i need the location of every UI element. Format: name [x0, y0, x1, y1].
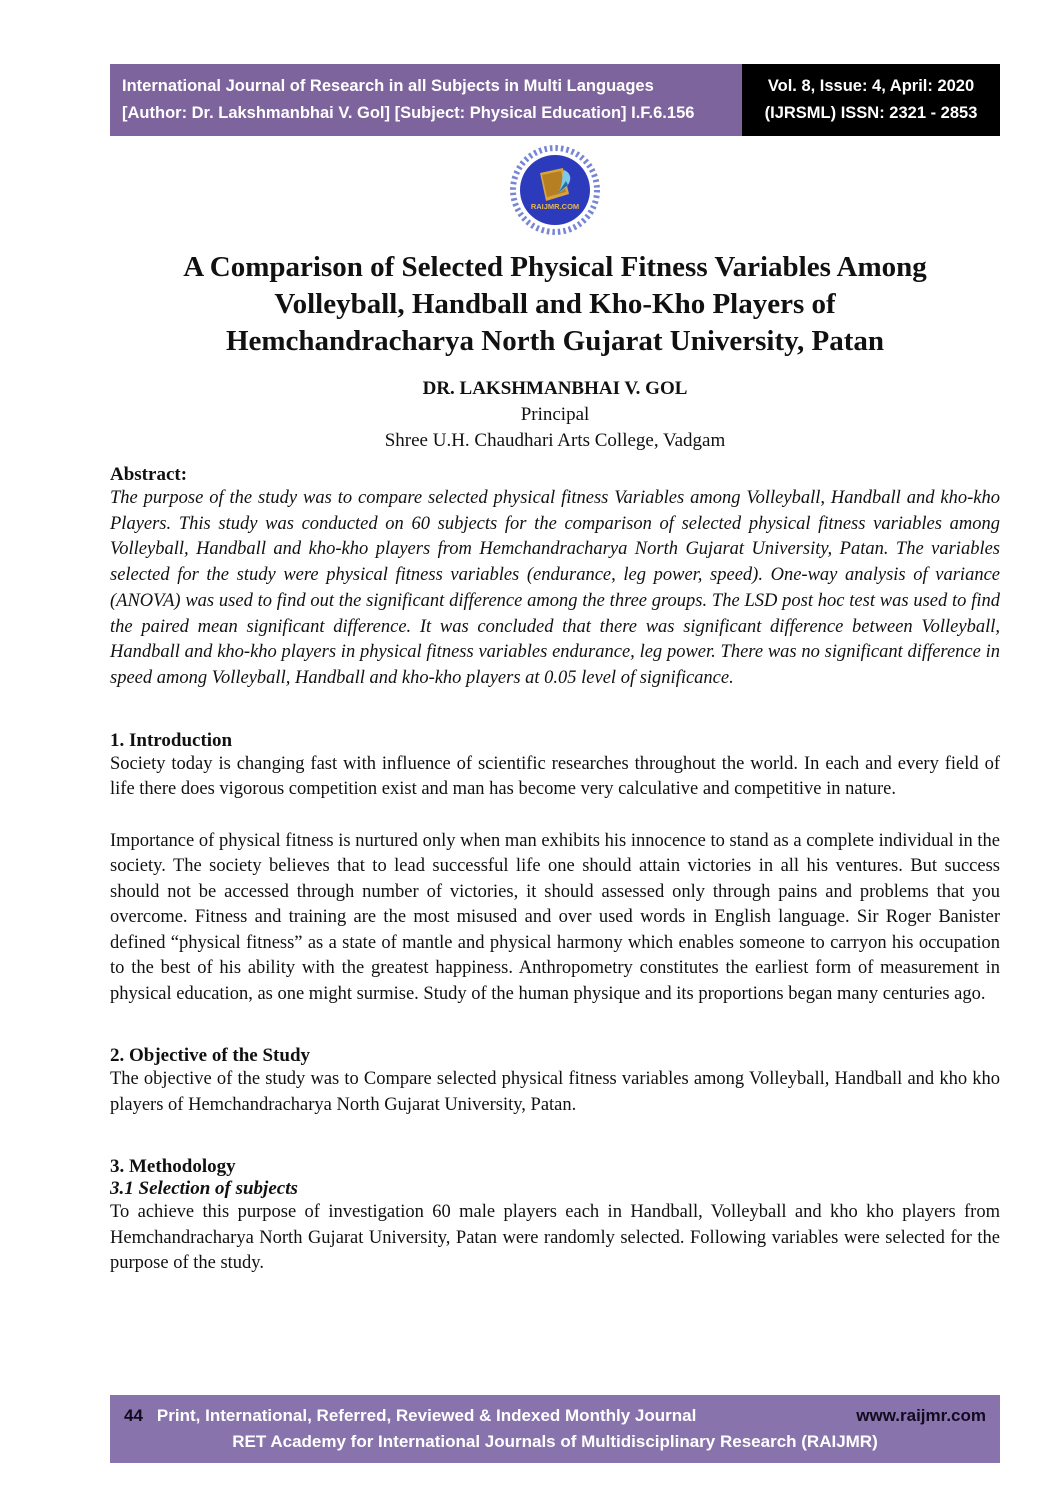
footer-journal-text: Print, International, Referred, Reviewed & Indexed Monthly Journal	[156, 1406, 697, 1425]
introduction-paragraph-1: Society today is changing fast with influence of scientific researches throughout the world. In each and every field of life there does vigorous competition exist and man has become very calculative and competitive in nature.	[110, 753, 1000, 800]
paper-title-line1: A Comparison of Selected Physical Fitness Variables Among	[183, 251, 927, 283]
paper-title	[110, 249, 1000, 360]
logo-text: RAIJMR.COM	[530, 202, 580, 211]
paper-page	[110, 64, 1000, 1277]
journal-issn: (IJRSML) ISSN: 2321 - 2853	[764, 104, 978, 122]
section-heading-objective: 2. Objective of the Study	[110, 1045, 311, 1067]
journal-volume: Vol. 8, Issue: 4, April: 2020	[767, 77, 975, 95]
abstract-text: The purpose of the study was to compare selected physical fitness Variables among Volleyball, Handball and kho-kho Players. This study was conducted on 60 subjects for the comparison of selected physical fitness variables among Volleyball, Handball and kho-kho players from Hemchandracharya North Gujarat University, Patan. The variables selected for the study were physical fitness variables (endurance, leg power, speed). One-way analysis of variance (ANOVA) was used to find out the significant difference among the three groups. The LSD post hoc test was used to find the paired mean significant difference. It was concluded that there was significant difference between Volleyball, Handball and kho-kho players in physical fitness variables endurance, leg power. There was no significant difference in speed among Volleyball, Handball and kho-kho players at 0.05 level of significance.	[110, 488, 1000, 688]
abstract-heading: Abstract:	[110, 464, 188, 485]
journal-title: International Journal of Research in all Subjects in Multi Languages	[122, 77, 654, 95]
raijmr-logo-icon	[506, 141, 604, 239]
journal-header	[110, 64, 1000, 136]
author-block	[110, 376, 1000, 454]
author-name: DR. LAKSHMANBHAI V. GOL	[422, 378, 688, 399]
footer-website-link[interactable]: www.raijmr.com	[856, 1406, 986, 1425]
author-affiliation: Shree U.H. Chaudhari Arts College, Vadgam	[384, 430, 726, 451]
objective-paragraph: The objective of the study was to Compare selected physical fitness variables among Volleyball, Handball and kho kho players of Hemchandracharya North Gujarat University, Patan.	[110, 1069, 1000, 1115]
logo-container	[110, 141, 1000, 241]
author-role: Principal	[520, 404, 590, 425]
journal-header-left	[110, 64, 742, 136]
section-heading-introduction: 1. Introduction	[110, 729, 233, 751]
paper-title-line3: Hemchandracharya North Gujarat University, Patan	[225, 325, 885, 357]
journal-footer	[110, 1395, 1000, 1463]
introduction-paragraph-2: Importance of physical fitness is nurtured only when man exhibits his innocence to stand as a complete individual in the society. The society believes that to lead successful life one should attain victories in all his ventures. But success should not be accessed through number of victories, it should assessed only through pains and problems that you overcome. Fitness and training are the most misused and over used words in English language. Sir Roger Banister defined “physical fitness” as a state of mantle and physical harmony which enables someone to carryon his occupation to the best of his ability with the greatest happiness. Anthropometry constitutes the earliest form of measurement in physical education, as one might surmise. Study of the human physique and its proportions began many centuries ago.	[110, 830, 1000, 1004]
journal-author-subject: [Author: Dr. Lakshmanbhai V. Gol] [Subject: Physical Education] I.F.6.156	[122, 104, 695, 122]
footer-line1	[124, 1403, 986, 1429]
journal-header-right	[742, 64, 1000, 136]
methodology-paragraph: To achieve this purpose of investigation 60 male players each in Handball, Volleyball and kho kho players from Hemchandracharya North Gujarat University, Patan were randomly selected. Following variables were selected for the purpose of the study.	[110, 1202, 1000, 1274]
subsection-heading-selection-of-subjects: 3.1 Selection of subjects	[110, 1178, 298, 1200]
footer-academy-text: RET Academy for International Journals of Multidisciplinary Research (RAIJMR)	[232, 1432, 878, 1451]
page-number: 44	[124, 1406, 143, 1425]
section-heading-methodology: 3. Methodology	[110, 1156, 236, 1178]
paper-title-line2: Volleyball, Handball and Kho-Kho Players of	[274, 288, 836, 320]
